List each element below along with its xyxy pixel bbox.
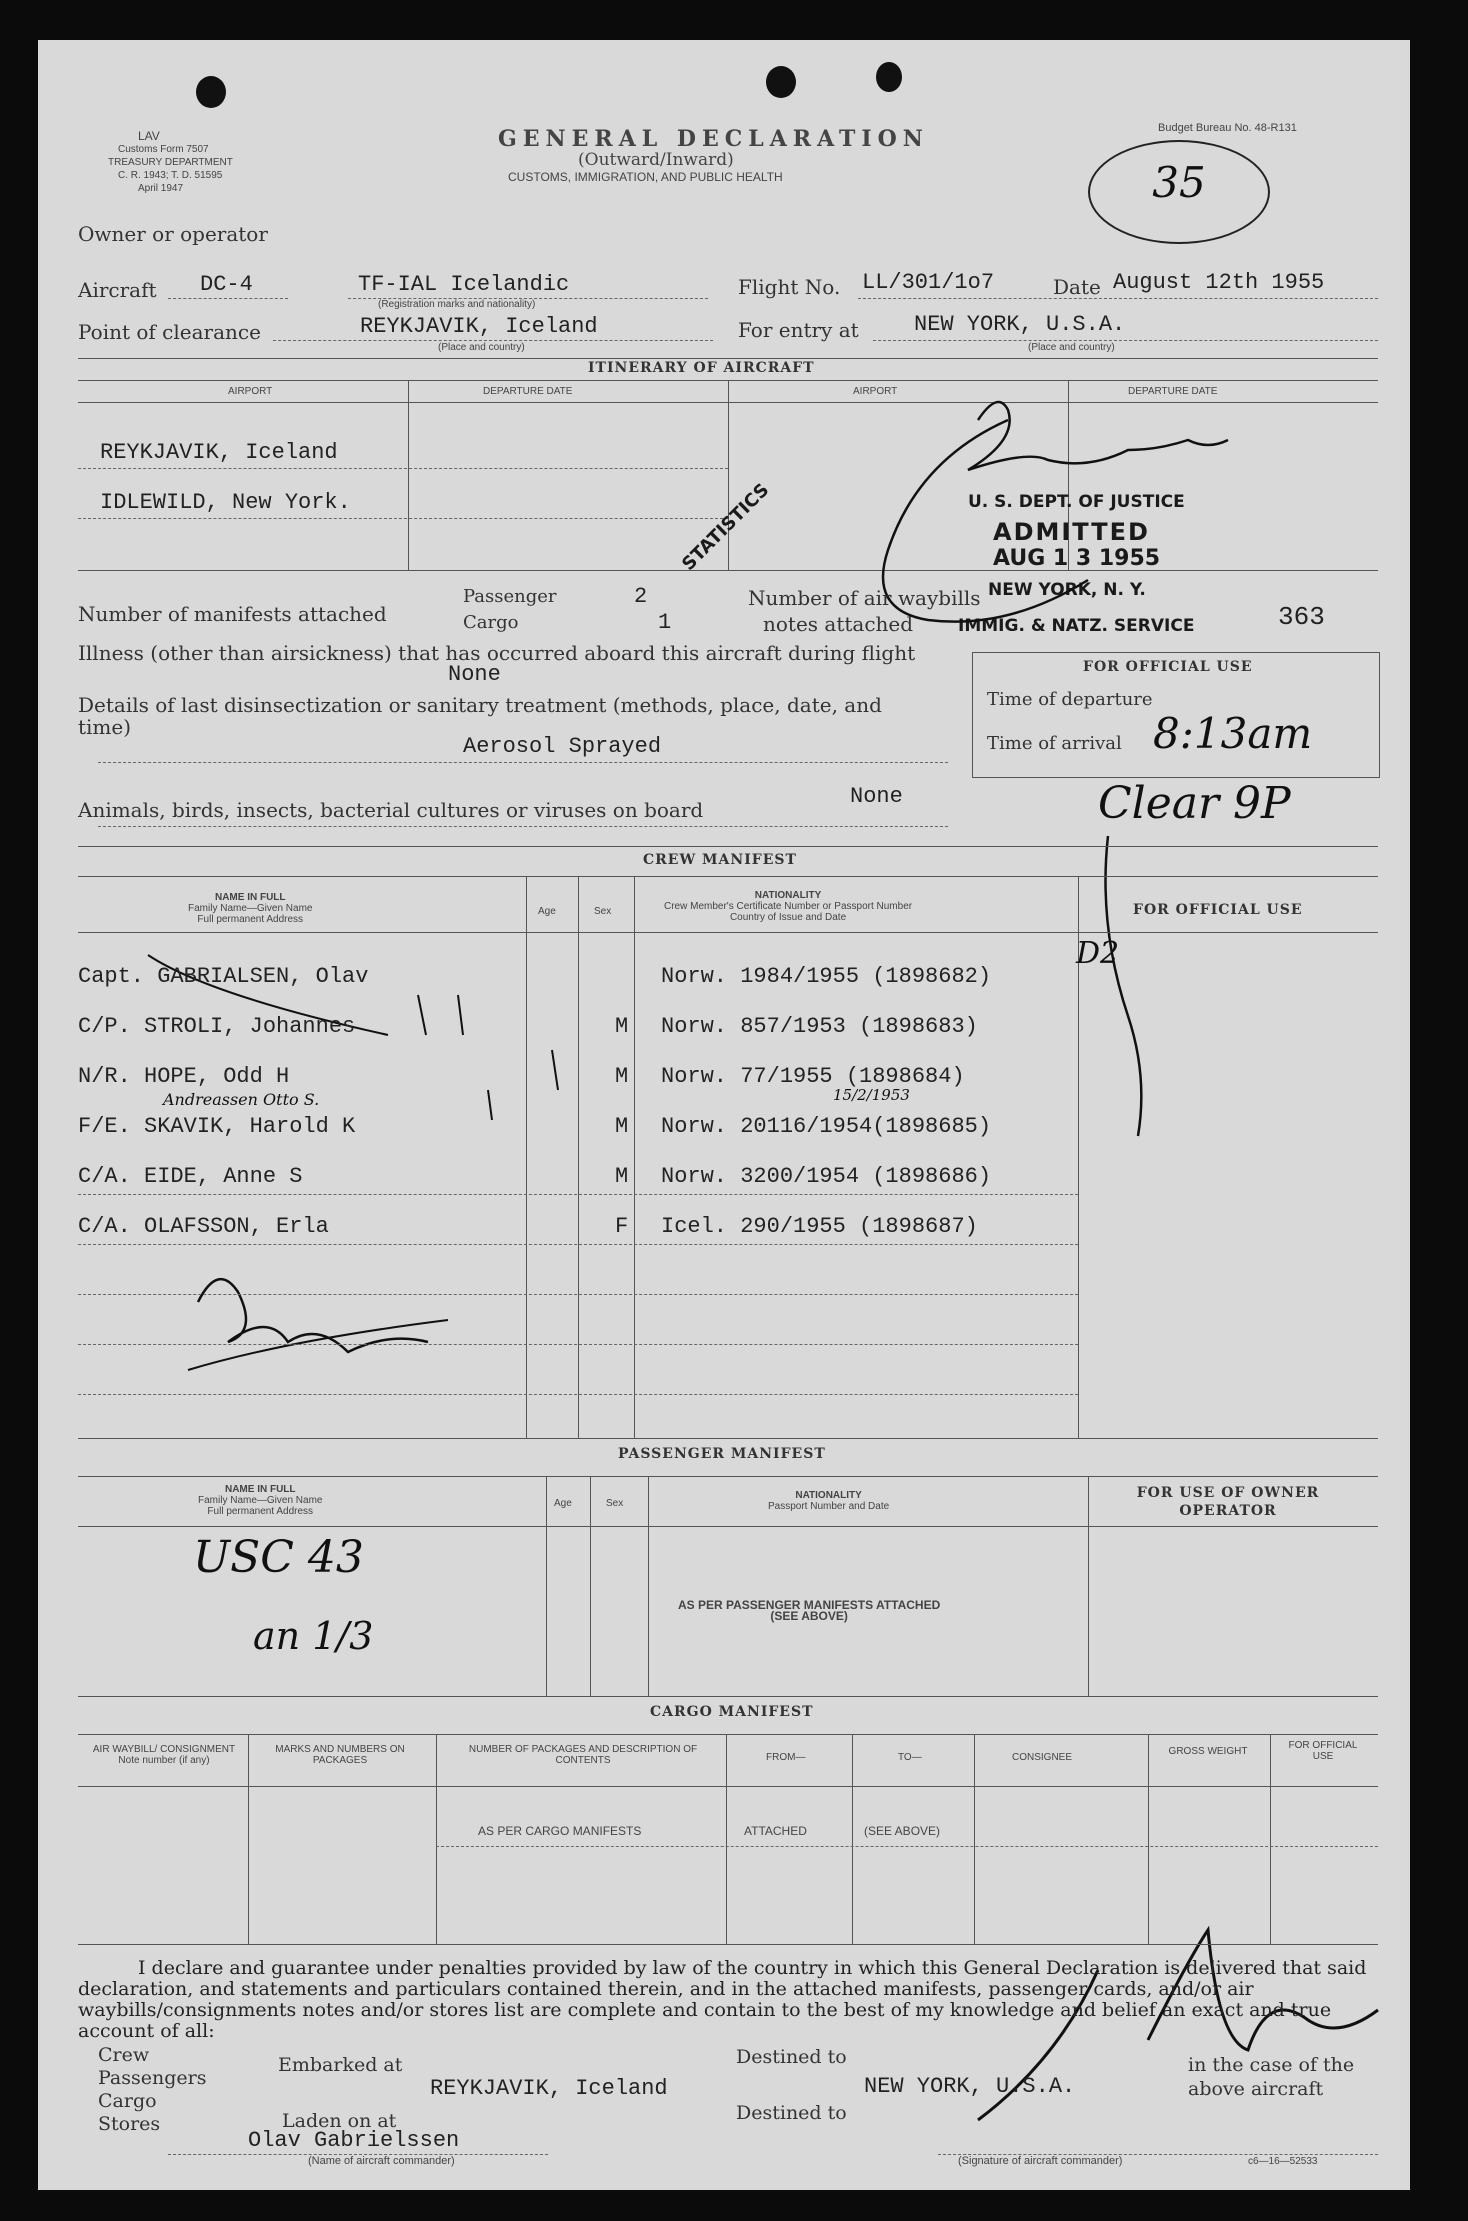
crew-hand-correction: Andreassen Otto S.: [163, 1090, 320, 1109]
arrival-time: 8:13am: [1153, 709, 1313, 758]
passenger-header-name: NAME IN FULL Family Name—Given Name Full permanent Address: [198, 1484, 323, 1517]
manifests-label: Number of manifests attached: [78, 602, 387, 626]
crew-row-name: C/P. STROLI, Johannes: [78, 1014, 356, 1039]
stamp-number: 363: [1278, 602, 1325, 632]
stamp-dept: U. S. DEPT. OF JUSTICE: [968, 492, 1185, 512]
crew-title: CREW MANIFEST: [643, 852, 797, 868]
entry-value: NEW YORK, U.S.A.: [914, 312, 1126, 337]
owner-label: Owner or operator: [78, 222, 268, 246]
crew-row-nationality: Norw. 77/1955 (1898684): [661, 1064, 965, 1089]
passenger-note: AS PER PASSENGER MANIFESTS ATTACHED (SEE ABOVE): [678, 1598, 941, 1623]
clearance-note: Clear 9P: [1098, 778, 1291, 829]
form-title: GENERAL DECLARATION: [498, 126, 929, 152]
flight-value: LL/301/1o7: [862, 270, 995, 295]
disinsect-label: Details of last disinsectization or sanitary treatment (methods, place, date, and time): [78, 693, 882, 739]
passenger-header-nationality: NATIONALITY Passport Number and Date: [768, 1490, 890, 1512]
crew-hand-date: 15/2/1953: [833, 1086, 910, 1104]
illness-label: Illness (other than airsickness) that has occurred aboard this aircraft during flight: [78, 641, 916, 665]
official-use-box: FOR OFFICIAL USE Time of departure Time of arrival 8:13am: [972, 652, 1380, 778]
stamp-date: AUG 1 3 1955: [993, 546, 1161, 571]
crew-row-sex: M: [615, 1164, 629, 1189]
crew-header-nationality: NATIONALITY Crew Member's Certificate Number or Passport Number Country of Issue and Date: [664, 890, 913, 923]
stamp-city: NEW YORK, N. Y.: [988, 580, 1146, 600]
clearance-label: Point of clearance: [78, 320, 261, 344]
crew-row-name: F/E. SKAVIK, Harold K: [78, 1114, 356, 1139]
declaration-form: LAV Customs Form 7507 TREASURY DEPARTMENT C. R. 1943; T. D. 51595 April 1947 GENERAL DECLARATION (Outward/Inward) CUSTOMS, IMMIGRATION, AND PUBLIC HEALTH Budget Bureau No. 48-R131 35 Owner or operator Aircraft DC-4 TF-IAL Icelandic (Registration marks and nationality) Flight No. LL/301/1o7 Date August 12th 1955 Point of clearance REYKJAVIK, Iceland (Place and country) For entry at NEW YORK, U.S.A. (Place and country) ITINERARY OF AIRCRAFT AIRPORT DEPARTURE DATE AIRPORT DEPARTURE DATE REYKJAVIK, Iceland IDLEWILD, New York. U. S. DEPT. OF JUSTICE ADMITTED AUG 1 3 1955 NEW YORK, N. Y. IMMIG. & NATZ. SERVICE 363 STATISTICS Number of manifests attached Passenger 2 Cargo 1 Number of air waybills notes attached Illness (other than airsickness) that has occurred aboard this aircraft during flight None Details of last disinsectization or sanitary treatment (methods, place, date, and time) Aerosol Sprayed Animals, birds, insects, bacterial cultures or viruses on board None FOR OFFICIAL USE Time of departure Time of arrival 8:13am Clear 9P CREW MANIFEST NAME IN FULL Family Name—Given Name Full permanent Address Age Sex NATIONALITY Crew Member's Certificate Number or Passport Number Country of Issue and Date FOR OFFICIAL USE Capt. GABRIALSEN, Olav Norw. 1984/1955 (1898682) C/P. STROLI, Johannes M Norw. 857/1953 (1898683) N/R. HOPE, Odd H M Norw. 77/1955 (1898684) F/E. SKAVIK, Harold K M Norw. 20116/1954(1898685) C/A. EIDE, Anne S M Norw. 3200/1954 (1898686) C/A. OLAFSSON, Erla F Icel. 290/1955 (1898687) Andreassen Otto S. 15/2/1953 D2 PASSENGER MANIFEST NAME IN FULL Family Name—Given Name Full permanent Address Age Sex NATIONALITY Passport Number and Date FOR USE OF OWNER OPERATOR USC 43 an 1/3 AS PER PASSENGER MANIFESTS ATTACHED (SEE ABOVE) CARGO MANIFEST AIR WAYBILL/ CONSIGNMENT Note number (if any) MARKS AND NUMBERS ON PACKAGES NUMBER OF PACKAGES AND DESCRIPTION OF CONTENTS FROM— TO— CONSIGNEE GROSS WEIGHT FOR OFFICIAL USE AS PER CARGO MANIFESTS ATTACHED (SEE ABOVE) I declare and guarantee under penalties provided by law of the country in which this General Declaration is delivered that said declaration, and statements and particulars contained therein, and in the attached manifests, passenger cards, and/or air waybills/consignments notes and/or stores list are complete and contain to the best of my knowledge and belief an exact and true account of all: Crew Passengers Cargo Stores Embarked at Laden on at REYKJAVIK, Iceland Destined to Destined to NEW YORK, U.S.A. in the case of the above aircraft Olav Gabrielssen (Name of aircraft commander) (Signature of aircraft commander) c6—16—52533: [38, 40, 1410, 2190]
animals-value: None: [850, 784, 903, 809]
cargo-note: (SEE ABOVE): [864, 1824, 941, 1838]
illness-value: None: [448, 662, 501, 687]
crew-row-name: Capt. GABRIALSEN, Olav: [78, 964, 369, 989]
declaration-destination: NEW YORK, U.S.A.: [864, 2074, 1076, 2099]
crew-row-name: N/R. HOPE, Odd H: [78, 1064, 290, 1089]
stamp-service: IMMIG. & NATZ. SERVICE: [958, 616, 1195, 636]
budget-number: Budget Bureau No. 48-R131: [1158, 122, 1297, 134]
crew-row-sex: M: [615, 1064, 629, 1089]
itinerary-airport-2: IDLEWILD, New York.: [100, 490, 351, 515]
disinsect-value: Aerosol Sprayed: [463, 734, 662, 759]
manifest-passenger-count: 2: [634, 584, 648, 609]
animals-label: Animals, birds, insects, bacterial cultures or viruses on board: [78, 798, 704, 822]
crew-row-nationality: Norw. 20116/1954(1898685): [661, 1114, 992, 1139]
crew-row-name: C/A. OLAFSSON, Erla: [78, 1214, 329, 1239]
circled-number: 35: [1088, 140, 1270, 244]
flight-label: Flight No.: [738, 275, 841, 299]
cargo-note: AS PER CARGO MANIFESTS: [478, 1824, 642, 1838]
passenger-title: PASSENGER MANIFEST: [618, 1446, 826, 1462]
form-subtitle: (Outward/Inward): [578, 150, 734, 170]
commander-name: Olav Gabrielssen: [248, 2128, 460, 2153]
cargo-note: ATTACHED: [744, 1824, 807, 1838]
crew-row-sex: M: [615, 1114, 629, 1139]
declaration-origin: REYKJAVIK, Iceland: [430, 2076, 668, 2101]
entry-label: For entry at: [738, 318, 859, 342]
crew-row-nationality: Norw. 1984/1955 (1898682): [661, 964, 992, 989]
form-agencies: CUSTOMS, IMMIGRATION, AND PUBLIC HEALTH: [508, 170, 783, 184]
registration-value: TF-IAL Icelandic: [358, 272, 570, 297]
crew-row-nationality: Norw. 3200/1954 (1898686): [661, 1164, 992, 1189]
itinerary-title: ITINERARY OF AIRCRAFT: [588, 360, 815, 376]
form-reference: LAV Customs Form 7507 TREASURY DEPARTMENT C. R. 1943; T. D. 51595 April 1947: [108, 129, 233, 194]
crew-header-name: NAME IN FULL Family Name—Given Name Full permanent Address: [188, 892, 313, 925]
crew-row-sex: F: [615, 1214, 629, 1239]
crew-row-nationality: Icel. 290/1955 (1898687): [661, 1214, 978, 1239]
crew-hand-mark: D2: [1076, 936, 1120, 971]
crew-row-name: C/A. EIDE, Anne S: [78, 1164, 303, 1189]
form-code: c6—16—52533: [1248, 2156, 1318, 2167]
statistics-stamp: STATISTICS: [678, 479, 774, 575]
declaration-items: Crew Passengers Cargo Stores: [98, 2044, 207, 2135]
manifest-cargo-count: 1: [658, 610, 672, 635]
stamp-admitted: ADMITTED: [993, 518, 1150, 546]
aircraft-value: DC-4: [200, 272, 253, 297]
declaration-text: I declare and guarantee under penalties provided by law of the country in which this General Declaration is delivered that said declaration, and statements and particulars contained therein, and in the attached manifests, passenger cards, and/or air waybills/consignments notes and/or stores list are complete and contain to the best of my knowledge and belief an exact and true account of all:: [78, 1957, 1367, 2042]
passenger-hand-note-2: an 1/3: [253, 1614, 374, 1658]
passenger-hand-note-1: USC 43: [193, 1532, 364, 1583]
itinerary-airport-1: REYKJAVIK, Iceland: [100, 440, 338, 465]
date-value: August 12th 1955: [1113, 270, 1325, 295]
clearance-value: REYKJAVIK, Iceland: [360, 314, 598, 339]
cargo-title: CARGO MANIFEST: [650, 1704, 814, 1720]
date-label: Date: [1053, 275, 1101, 299]
crew-row-nationality: Norw. 857/1953 (1898683): [661, 1014, 978, 1039]
crew-row-sex: M: [615, 1014, 629, 1039]
aircraft-label: Aircraft: [78, 278, 157, 302]
